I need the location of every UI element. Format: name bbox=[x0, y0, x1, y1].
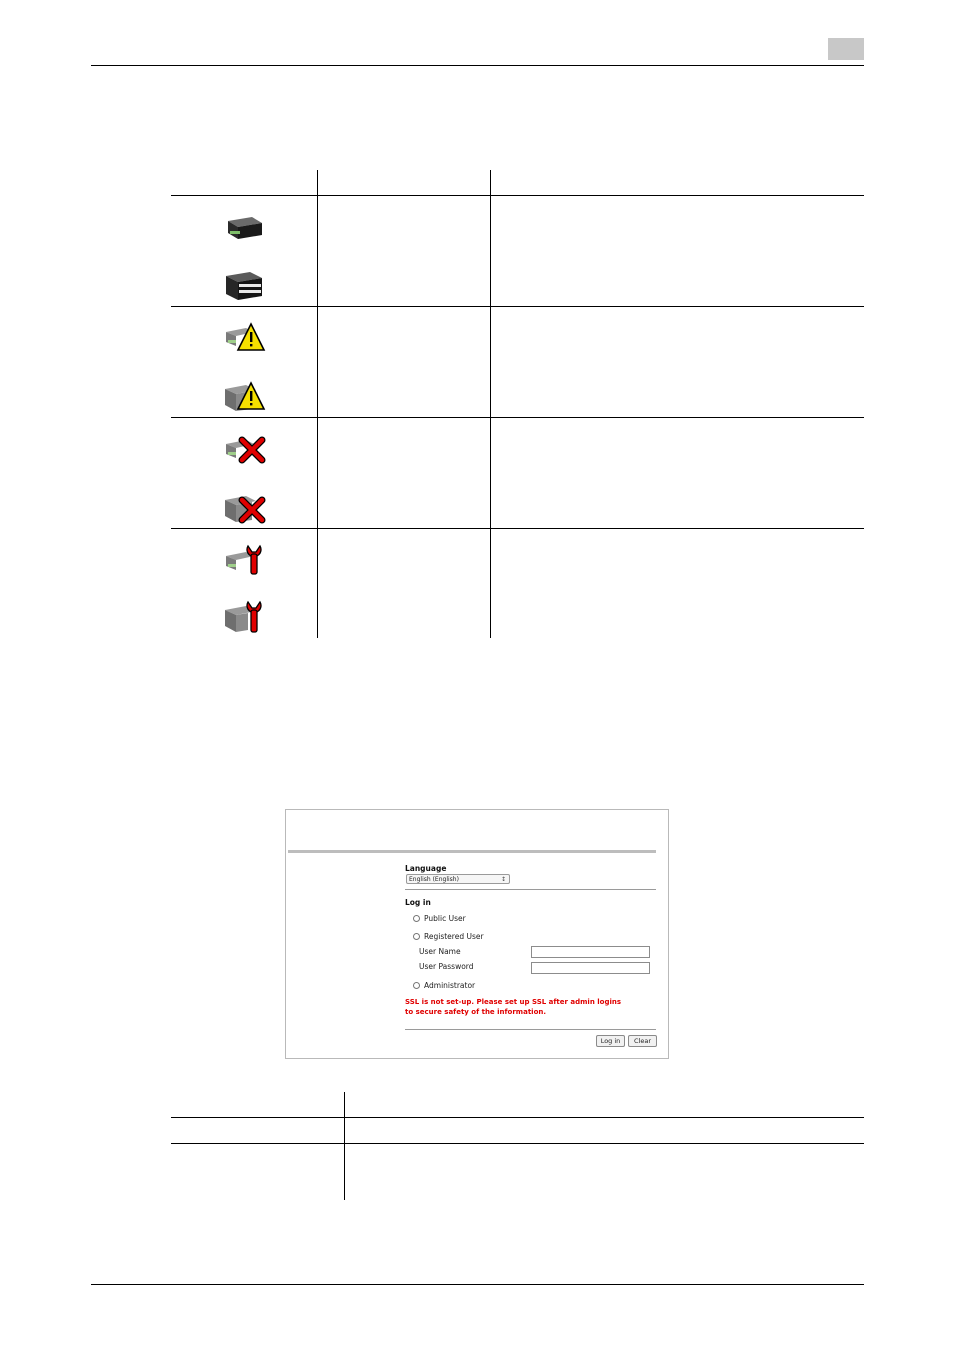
registered-user-radio[interactable] bbox=[413, 933, 420, 940]
language-select-value: English (English) bbox=[409, 876, 459, 883]
table-row-rule bbox=[171, 1143, 864, 1144]
registered-user-label: Registered User bbox=[424, 932, 484, 941]
page-number-tab bbox=[828, 38, 864, 60]
ssl-warning-line2: to secure safety of the information. bbox=[405, 1008, 547, 1016]
panel-divider bbox=[405, 1029, 656, 1030]
administrator-radio[interactable] bbox=[413, 982, 420, 989]
panel-divider bbox=[405, 889, 656, 890]
table-header-rule bbox=[171, 1117, 864, 1118]
login-heading: Log in bbox=[405, 898, 431, 907]
user-name-label: User Name bbox=[419, 947, 461, 956]
mfp-error-icon bbox=[222, 490, 266, 526]
printer-error-icon bbox=[222, 432, 266, 468]
table-header-rule bbox=[171, 195, 864, 196]
mfp-warning-icon bbox=[222, 379, 266, 415]
public-user-label: Public User bbox=[424, 914, 466, 923]
table-column-divider bbox=[490, 170, 491, 638]
header-rule bbox=[91, 65, 864, 66]
login-screen-panel bbox=[285, 809, 669, 1059]
administrator-label: Administrator bbox=[424, 981, 476, 990]
mfp-normal-icon bbox=[222, 268, 266, 304]
select-arrows-icon: ↕ bbox=[500, 876, 506, 883]
user-name-field[interactable] bbox=[531, 946, 650, 958]
public-user-radio[interactable] bbox=[413, 915, 420, 922]
table-row-rule bbox=[171, 528, 864, 529]
language-select[interactable] bbox=[406, 874, 510, 884]
mfp-service-icon bbox=[222, 600, 266, 636]
table-column-divider bbox=[344, 1092, 345, 1200]
table-column-divider bbox=[317, 170, 318, 638]
panel-header-bar bbox=[288, 850, 656, 853]
login-button[interactable]: Log in bbox=[596, 1035, 625, 1047]
footer-rule bbox=[91, 1284, 864, 1285]
user-password-label: User Password bbox=[419, 962, 474, 971]
table-row-rule bbox=[171, 417, 864, 418]
language-label: Language bbox=[405, 864, 447, 873]
ssl-warning-line1: SSL is not set-up. Please set up SSL after admin logins bbox=[405, 998, 622, 1006]
table-row-rule bbox=[171, 306, 864, 307]
user-password-field[interactable] bbox=[531, 962, 650, 974]
printer-warning-icon bbox=[222, 320, 266, 356]
printer-service-icon bbox=[222, 542, 266, 578]
printer-normal-icon bbox=[222, 211, 266, 247]
clear-button[interactable]: Clear bbox=[628, 1035, 657, 1047]
